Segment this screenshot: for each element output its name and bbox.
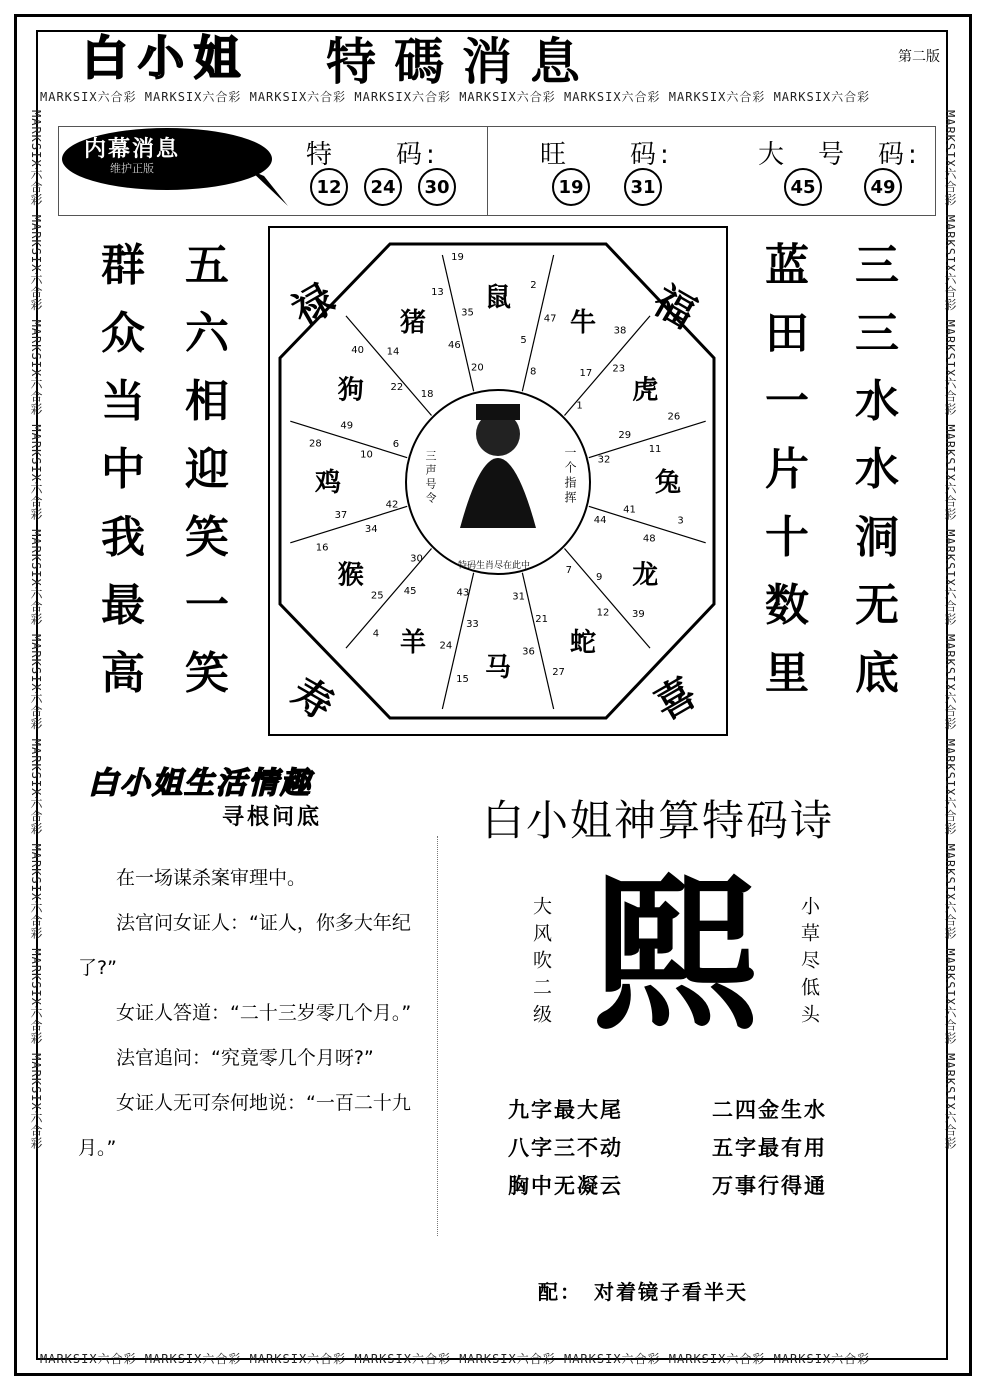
wheel-number: 7 <box>565 565 573 577</box>
wheel-animal-label: 猪 <box>399 307 427 338</box>
wheel-number: 26 <box>667 411 681 423</box>
wheel-number: 8 <box>529 366 537 378</box>
wheel-animal-label: 牛 <box>569 307 597 338</box>
special-number: 30 <box>418 168 456 206</box>
wheel-animal-label: 蛇 <box>569 628 597 659</box>
wheel-number: 25 <box>370 590 384 602</box>
wheel-number: 44 <box>593 514 607 526</box>
wheel-number: 43 <box>456 587 470 599</box>
wheel-number: 46 <box>448 340 461 352</box>
poem-title: 白小姐神算特码诗 <box>482 796 835 845</box>
numbers-divider <box>487 126 488 216</box>
wheel-number: 39 <box>632 608 645 620</box>
poem-right-vertical: 小草尽低头 <box>798 896 820 1031</box>
wheel-number: 48 <box>642 533 656 545</box>
wheel-number: 12 <box>596 607 610 619</box>
wheel-spoke <box>589 421 706 457</box>
poem-line: 二四金生水 <box>712 1098 827 1122</box>
hot-number: 19 <box>552 168 590 206</box>
wheel-number: 15 <box>456 674 469 686</box>
wheel-number: 45 <box>403 586 417 598</box>
corner-top-right: 福 <box>645 277 704 338</box>
inside-news-title: 内幕消息 <box>84 137 181 162</box>
wheel-animal-label: 兔 <box>654 468 682 498</box>
story-text <box>78 856 418 1171</box>
special-number: 12 <box>310 168 348 206</box>
poem-match-line: 配： 对着镜子看半天 <box>538 1280 748 1304</box>
wheel-number: 1 <box>576 400 583 412</box>
story-paragraph: 在一场谋杀案审理中。 <box>116 867 307 889</box>
wheel-caption: 特码生肖尽在此中 <box>458 561 531 571</box>
hot-code-label: 旺 码: <box>540 140 673 170</box>
poem-left-vertical: 大风吹二级 <box>530 896 552 1031</box>
inside-news-subtitle: 维护正版 <box>110 162 154 175</box>
wheel-animal-label: 马 <box>484 653 512 683</box>
wheel-number: 22 <box>390 382 404 394</box>
wheel-number: 17 <box>579 367 593 379</box>
wheel-number: 19 <box>451 252 464 264</box>
wheel-center-right: 一个指挥 <box>563 446 577 506</box>
wheel-number: 24 <box>439 640 453 652</box>
wheel-animal-label: 鼠 <box>484 283 512 313</box>
wheel-number: 14 <box>386 346 400 358</box>
wheel-number: 13 <box>431 287 444 299</box>
watermark-right: MARKSIX六合彩 MARKSIX六合彩 MARKSIX六合彩 MARKSIX六合彩 MARKSIX六合彩 MARKSIX六合彩 MARKSIX六合彩 MARKSIX六合彩 MARKSIX六合彩 MARKSIX六合彩 <box>943 110 957 1150</box>
poem-line: 九字最大尾 <box>508 1098 623 1122</box>
watermark-left: MARKSIX六合彩 MARKSIX六合彩 MARKSIX六合彩 MARKSIX六合彩 MARKSIX六合彩 MARKSIX六合彩 MARKSIX六合彩 MARKSIX六合彩 MARKSIX六合彩 MARKSIX六合彩 <box>29 110 43 1150</box>
wheel-animal-label: 虎 <box>632 375 659 406</box>
big-code-label: 大 号 码: <box>758 140 921 170</box>
wheel-number: 42 <box>385 499 399 511</box>
poem-line: 五字最有用 <box>712 1136 827 1160</box>
corner-bottom-left: 寿 <box>283 669 342 730</box>
zodiac-wheel <box>268 226 728 736</box>
wheel-number: 18 <box>420 388 434 400</box>
story-paragraph: 女证人无可奈何地说：“一百二十九月。” <box>78 1092 411 1159</box>
wheel-number: 20 <box>471 362 484 374</box>
wheel-number: 33 <box>466 619 479 631</box>
poem-line: 万事行得通 <box>712 1174 827 1198</box>
wheel-number: 37 <box>334 509 348 521</box>
wheel-number: 28 <box>309 438 322 450</box>
wheel-number: 36 <box>522 646 535 658</box>
headline: 特碼消息 <box>326 33 598 91</box>
wheel-animal-label: 龙 <box>632 560 659 591</box>
brand-title: 白小姐 <box>82 31 250 85</box>
wheel-number: 5 <box>520 334 527 346</box>
wheel-number: 40 <box>351 345 364 357</box>
wheel-number: 49 <box>340 420 354 432</box>
wheel-number: 32 <box>597 454 611 466</box>
wheel-number: 35 <box>461 307 474 319</box>
edition-label: 第二版 <box>898 49 940 65</box>
watermark-top: MARKSIX六合彩 MARKSIX六合彩 MARKSIX六合彩 MARKSIX六合彩 MARKSIX六合彩 MARKSIX六合彩 MARKSIX六合彩 MARKSIX六合彩 <box>40 90 871 104</box>
wheel-number: 4 <box>372 628 380 640</box>
wheel-spoke <box>522 573 553 709</box>
wheel-number: 41 <box>623 504 636 516</box>
hot-number: 31 <box>624 168 662 206</box>
wheel-animal-label: 狗 <box>337 375 364 406</box>
wheel-number: 21 <box>535 613 548 625</box>
wheel-number: 30 <box>410 553 423 565</box>
story-section-title: 白小姐生活情趣 <box>88 766 312 801</box>
wheel-number: 27 <box>552 666 565 678</box>
story-paragraph: 法官问女证人：“证人，你多大年纪了?” <box>78 912 411 979</box>
wheel-number: 23 <box>612 363 626 375</box>
poem-big-character: 熙 <box>592 855 760 1053</box>
story-subtitle: 寻根问底 <box>222 805 323 830</box>
wheel-number: 16 <box>315 542 329 554</box>
right-couplet-col2: 三三水水洞无底 <box>855 240 899 699</box>
special-code-label: 特 码: <box>306 140 439 170</box>
wheel-number: 38 <box>613 325 627 337</box>
wheel-number: 34 <box>364 524 378 536</box>
wheel-number: 11 <box>648 444 662 456</box>
left-couplet-col1: 群众当中我最高 <box>101 240 145 699</box>
poem-line: 胸中无凝云 <box>508 1174 623 1198</box>
bubble-tail-icon <box>250 170 290 210</box>
corner-top-left: 禄 <box>284 275 343 336</box>
watermark-bottom: MARKSIX六合彩 MARKSIX六合彩 MARKSIX六合彩 MARKSIX六合彩 MARKSIX六合彩 MARKSIX六合彩 MARKSIX六合彩 MARKSIX六合彩 <box>40 1352 871 1366</box>
big-number: 49 <box>864 168 902 206</box>
wheel-spoke <box>290 506 407 542</box>
wheel-center-left: 三声号令 <box>424 450 437 506</box>
story-paragraph: 女证人答道：“二十三岁零几个月。” <box>116 1002 412 1024</box>
big-number: 45 <box>784 168 822 206</box>
wheel-number: 2 <box>530 279 537 291</box>
special-number: 24 <box>364 168 402 206</box>
wheel-spoke <box>442 255 473 391</box>
wheel-animal-label: 猴 <box>337 560 364 591</box>
wheel-animal-label: 羊 <box>399 628 427 659</box>
poem-line: 八字三不动 <box>508 1136 623 1160</box>
wheel-animal-label: 鸡 <box>314 468 342 498</box>
wheel-number: 10 <box>360 449 373 461</box>
wheel-number: 3 <box>677 515 684 527</box>
wheel-number: 47 <box>543 313 557 325</box>
corner-bottom-right: 喜 <box>646 669 705 730</box>
right-couplet-col1: 蓝田一片十数里 <box>765 240 809 699</box>
wheel-number: 9 <box>595 571 603 583</box>
wheel-number: 29 <box>618 429 632 441</box>
story-paragraph: 法官追问：“究竟零几个月呀?” <box>116 1047 374 1069</box>
wheel-number: 6 <box>392 439 400 451</box>
wheel-number: 31 <box>512 591 525 603</box>
left-couplet-col2: 五六相迎笑一笑 <box>185 240 229 699</box>
